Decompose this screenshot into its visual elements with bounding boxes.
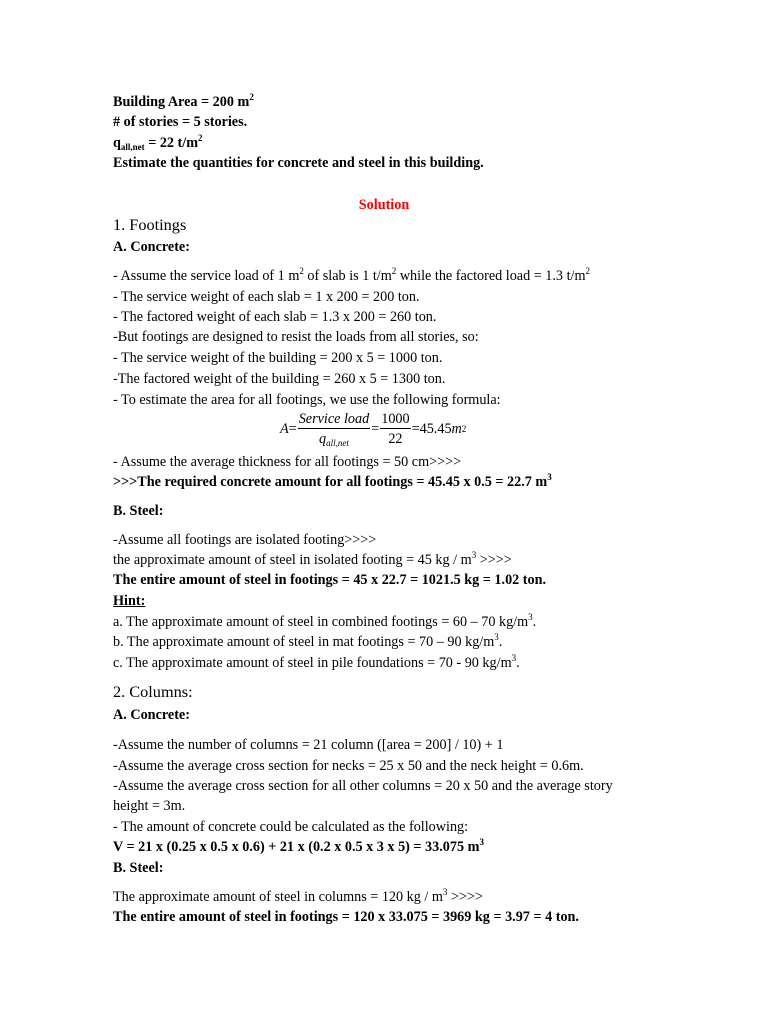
columns-line-3b: height = 3m. — [113, 798, 186, 814]
columns-line-4: - The amount of concrete could be calculated as the following: — [113, 819, 469, 835]
area-formula: A = $\frac{\text{Service load}}{q_{all,net}}$ = $\frac{1000}{22}$ = 45.45 m 2 — [280, 410, 467, 448]
columns-steel-line-1: The approximate amount of steel in columns = 120 kg / $m^3$ >>>> — [113, 887, 483, 905]
footings-line-3: - The factored weight of each slab = 1.3 x 200 = 260 ton. — [113, 309, 437, 325]
columns-concrete-result: V = 21 x (0.25 x 0.5 x 0.6) + 21 x (0.2 x 0.5 x 3 x 5) = 33.075 $m^3$ — [113, 837, 484, 855]
columns-line-3: -Assume the average cross section for all other columns = 20 x 50 and the average story — [113, 778, 613, 794]
footings-steel-result: The entire amount of steel in footings = 45 x 22.7 = 1021.5 kg = 1.02 ton. — [113, 572, 547, 588]
hint-item-b: b. The approximate amount of steel in mat footings = 70 – 90 $kg/m^3$. — [113, 632, 503, 650]
formula-fraction-1: $\frac{\text{Service load}}{q_{all,net}}$ — [298, 410, 370, 448]
allowable-pressure: $q_{all,net} = 22$ $t/m^2$ — [113, 133, 203, 152]
columns-line-2: -Assume the average cross section for necks = 25 x 50 and the neck height = 0.6m. — [113, 758, 584, 774]
hint-item-a: a. The approximate amount of steel in combined footings = 60 – 70 $kg/m^3$. — [113, 612, 537, 630]
solution-heading: Solution — [358, 197, 410, 213]
footings-steel-line-1: -Assume all footings are isolated footing>>>> — [113, 532, 377, 548]
columns-line-1: -Assume the number of columns = 21 column ([area = 200] / 10) + 1 — [113, 737, 504, 753]
footings-line-1: - Assume the service load of 1 $m^2$ of slab is 1 $t/m^2$ while the factored load = 1.3 $t/m^2$ — [113, 266, 590, 284]
columns-concrete-heading: A. Concrete: — [113, 707, 190, 723]
hint-heading: Hint: — [113, 593, 146, 609]
footings-concrete-result: >>>The required concrete amount for all footings = 45.45 x 0.5 = 22.7 $m^3$ — [113, 472, 552, 490]
footings-line-5: - The service weight of the building = 200 x 5 = 1000 ton. — [113, 350, 443, 366]
hint-item-c: c. The approximate amount of steel in pile foundations = 70 - 90 $kg/m^3$. — [113, 653, 520, 671]
footings-line-4: -But footings are designed to resist the loads from all stories, so: — [113, 329, 479, 345]
footings-line-7: - To estimate the area for all footings, we use the following formula: — [113, 392, 501, 408]
footings-line-6: -The factored weight of the building = 260 x 5 = 1300 ton. — [113, 371, 446, 387]
columns-steel-heading: B. Steel: — [113, 860, 164, 876]
footings-line-2: - The service weight of each slab = 1 x 200 = 200 ton. — [113, 289, 420, 305]
footings-line-8: - Assume the average thickness for all footings = 50 cm>>>> — [113, 454, 462, 470]
building-area: Building Area = 200 $m^2$ — [113, 92, 254, 110]
footings-steel-line-2: the approximate amount of steel in isolated footing = 45 kg / $m^3$ >>>> — [113, 550, 512, 568]
stories-count: # of stories = 5 stories. — [113, 114, 248, 130]
footings-steel-heading: B. Steel: — [113, 503, 164, 519]
columns-heading: 2. Columns: — [113, 682, 193, 701]
columns-steel-result: The entire amount of steel in footings = 120 x 33.075 = 3969 kg = 3.97 = 4 ton. — [113, 909, 579, 925]
footings-heading: 1. Footings — [113, 215, 187, 234]
formula-fraction-2: $\frac{1000}{22}$ — [381, 410, 410, 447]
task-statement: Estimate the quantities for concrete and steel in this building. — [113, 155, 484, 171]
footings-concrete-heading: A. Concrete: — [113, 239, 190, 255]
